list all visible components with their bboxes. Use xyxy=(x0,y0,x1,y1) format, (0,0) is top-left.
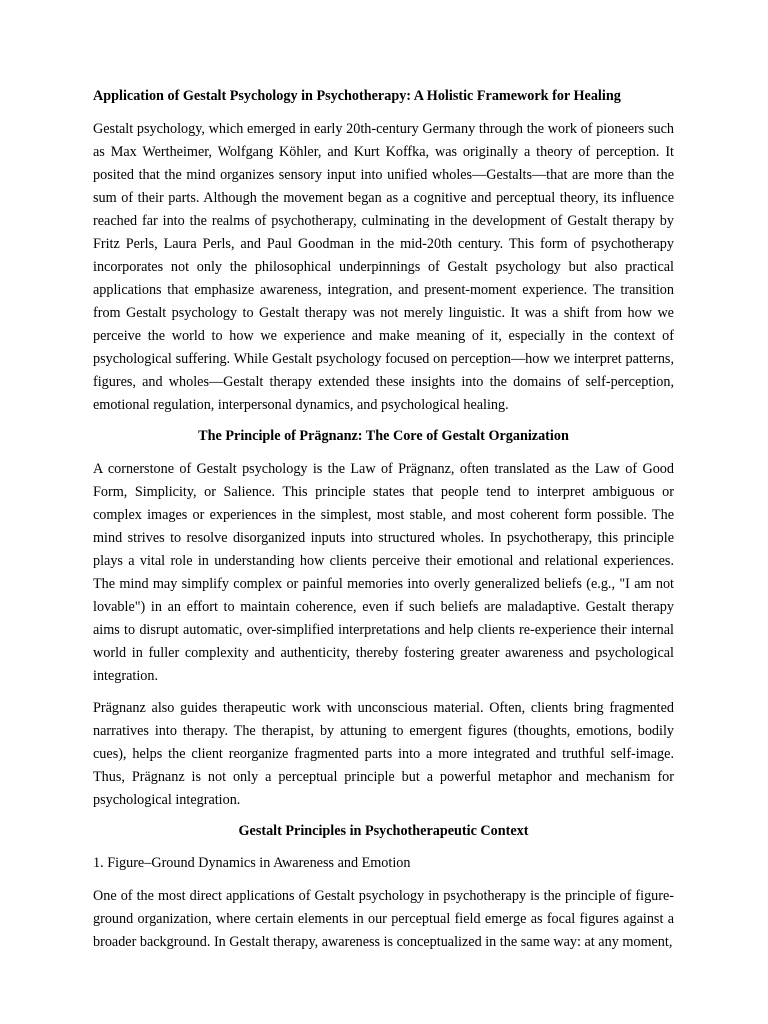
pragnanz-paragraph-2: Prägnanz also guides therapeutic work with unconscious material. Often, clients bring fragmented narratives into therapy. The therapist, by attuning to emergent figures (thoughts, emotions, bodily cues), helps the client reorganize fragmented parts into a more integrated and truthful self-image. Thus, Prägnanz is not only a perceptual principle but a powerful metaphor and mechanism for psychological integration. xyxy=(93,700,674,808)
section-heading-pragnanz: The Principle of Prägnanz: The Core of Gestalt Organization xyxy=(198,428,569,444)
subheading-figure-ground: 1. Figure–Ground Dynamics in Awareness and Emotion xyxy=(93,855,411,871)
intro-paragraph: Gestalt psychology, which emerged in early 20th-century Germany through the work of pioneers such as Max Wertheimer, Wolfgang Köhler, and Kurt Koffka, was originally a theory of perception. It posited that the mind organizes sensory input into unified wholes—Gestalts—that are more than the sum of their parts. Although the movement began as a cognitive and perceptual theory, its influence reached far into the realms of psychotherapy, culminating in the development of Gestalt therapy by Fritz Perls, Laura Perls, and Paul Goodman in the mid-20th century. This form of psychotherapy incorporates not only the philosophical underpinnings of Gestalt psychology but also practical applications that emphasize awareness, integration, and present-moment experience. The transition from Gestalt psychology to Gestalt therapy was not merely linguistic. It was a shift from how we perceive the world to how we experience and make meaning of it, especially in the context of psychological suffering. While Gestalt psychology focused on perception—how we interpret patterns, figures, and wholes—Gestalt therapy extended these insights into the domains of self-perception, emotional regulation, interpersonal dynamics, and psychological healing. xyxy=(93,121,674,413)
document-title: Application of Gestalt Psychology in Psychotherapy: A Holistic Framework for Healing xyxy=(93,88,621,104)
figure-ground-paragraph-1: One of the most direct applications of Gestalt psychology in psychotherapy is the principle of figure-ground organization, where certain elements in our perceptual field emerge as focal figures against a broader background. In Gestalt therapy, awareness is conceptualized in the same way: at any moment, xyxy=(93,888,674,950)
pragnanz-paragraph-1: A cornerstone of Gestalt psychology is the Law of Prägnanz, often translated as the Law of Good Form, Simplicity, or Salience. This principle states that people tend to interpret ambiguous or complex images or experiences in the simplest, most stable, and most coherent form possible. The mind strives to resolve disorganized inputs into structured wholes. In psychotherapy, this principle plays a vital role in understanding how clients perceive their emotional and relational experiences. The mind may simplify complex or painful memories into overly generalized beliefs (e.g., "I am not lovable") in an effort to maintain coherence, even if such beliefs are maladaptive. Gestalt therapy aims to disrupt automatic, over-simplified interpretations and help clients re-experience their internal world in fuller complexity and authenticity, thereby fostering greater awareness and psychological integration. xyxy=(93,461,674,684)
document-page xyxy=(93,86,674,963)
section-heading-principles: Gestalt Principles in Psychotherapeutic Context xyxy=(238,823,529,839)
